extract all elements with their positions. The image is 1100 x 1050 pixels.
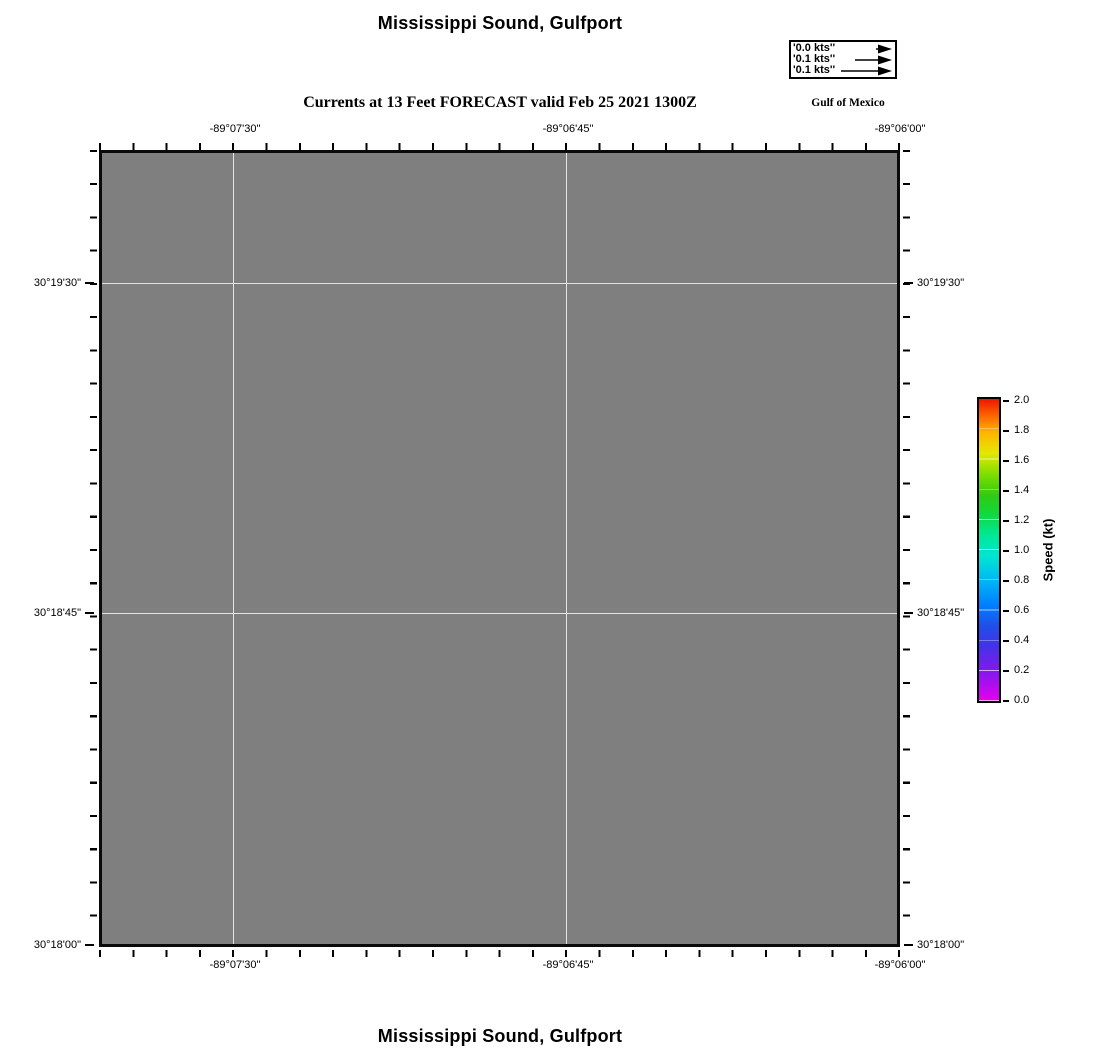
major-tick bbox=[85, 282, 94, 284]
colorbar-tick-mark bbox=[1003, 580, 1009, 582]
major-tick bbox=[904, 944, 913, 946]
colorbar-tick-mark bbox=[1003, 520, 1009, 522]
x-axis-label: -89°06'45" bbox=[542, 123, 594, 135]
colorbar-tick: 0.0 bbox=[1003, 694, 1029, 707]
page-title: Mississippi Sound, Gulfport bbox=[377, 13, 623, 33]
region-label: Gulf of Mexico bbox=[811, 97, 885, 109]
colorbar-tick-mark bbox=[1003, 610, 1009, 612]
major-tick bbox=[85, 944, 94, 946]
x-axis-label: -89°06'45" bbox=[542, 959, 594, 971]
page-title-bottom: Mississippi Sound, Gulfport bbox=[377, 1026, 623, 1046]
map-area bbox=[99, 150, 900, 947]
gridline-horizontal bbox=[102, 283, 897, 284]
colorbar-tick-mark bbox=[1003, 700, 1009, 702]
colorbar-tick-mark bbox=[1003, 430, 1009, 432]
colorbar-tick: 0.6 bbox=[1003, 604, 1029, 617]
scale-arrow-icon bbox=[835, 44, 893, 54]
colorbar-tick: 1.2 bbox=[1003, 514, 1029, 527]
y-axis-label: 30°19'30" bbox=[8, 276, 94, 290]
gridline-vertical bbox=[233, 153, 234, 944]
colorbar-axis-label: Speed (kt) bbox=[1040, 518, 1056, 582]
colorbar-tick: 2.0 bbox=[1003, 394, 1029, 407]
x-axis-label: -89°06'00" bbox=[874, 959, 926, 971]
legend-label: '0.0 kts'' bbox=[793, 42, 836, 54]
y-axis-label: 30°18'00" bbox=[8, 938, 94, 952]
colorbar-tick: 1.8 bbox=[1003, 424, 1029, 437]
major-tick bbox=[904, 282, 913, 284]
axis-ticks-right bbox=[903, 150, 910, 947]
axis-ticks-top bbox=[99, 143, 900, 150]
x-axis-label: -89°07'30" bbox=[209, 123, 261, 135]
speed-colorbar bbox=[977, 397, 1001, 703]
axis-ticks-bottom bbox=[99, 950, 900, 957]
colorbar-tick-mark bbox=[1003, 460, 1009, 462]
major-tick bbox=[904, 612, 913, 614]
colorbar-tick-mark bbox=[1003, 640, 1009, 642]
colorbar-tick-mark bbox=[1003, 550, 1009, 552]
gridline-horizontal bbox=[102, 613, 897, 614]
legend-label: '0.1 kts'' bbox=[793, 53, 836, 65]
colorbar-tick-mark bbox=[1003, 670, 1009, 672]
colorbar-tick-mark bbox=[1003, 490, 1009, 492]
legend-label: '0.1 kts'' bbox=[793, 64, 836, 76]
y-axis-label: 30°18'45" bbox=[904, 606, 964, 620]
legend-row bbox=[793, 65, 893, 76]
colorbar-tick: 1.0 bbox=[1003, 544, 1029, 557]
colorbar-tick: 0.8 bbox=[1003, 574, 1029, 587]
gridline-vertical bbox=[566, 153, 567, 944]
y-axis-label: 30°19'30" bbox=[904, 276, 964, 290]
y-axis-label: 30°18'45" bbox=[8, 606, 94, 620]
y-axis-label: 30°18'00" bbox=[904, 938, 964, 952]
scale-arrow-icon bbox=[835, 55, 893, 65]
colorbar-tick: 0.2 bbox=[1003, 664, 1029, 677]
scale-arrow-icon bbox=[835, 66, 893, 76]
colorbar-tick: 0.4 bbox=[1003, 634, 1029, 647]
major-tick bbox=[85, 612, 94, 614]
axis-ticks-left bbox=[90, 150, 97, 947]
colorbar-tick: 1.4 bbox=[1003, 484, 1029, 497]
colorbar-tick-mark bbox=[1003, 400, 1009, 402]
vector-scale-legend bbox=[789, 40, 897, 79]
forecast-subtitle: Currents at 13 Feet FORECAST valid Feb 25 2021 1300Z bbox=[303, 94, 697, 111]
x-axis-label: -89°07'30" bbox=[209, 959, 261, 971]
x-axis-label: -89°06'00" bbox=[874, 123, 926, 135]
colorbar-tick: 1.6 bbox=[1003, 454, 1029, 467]
